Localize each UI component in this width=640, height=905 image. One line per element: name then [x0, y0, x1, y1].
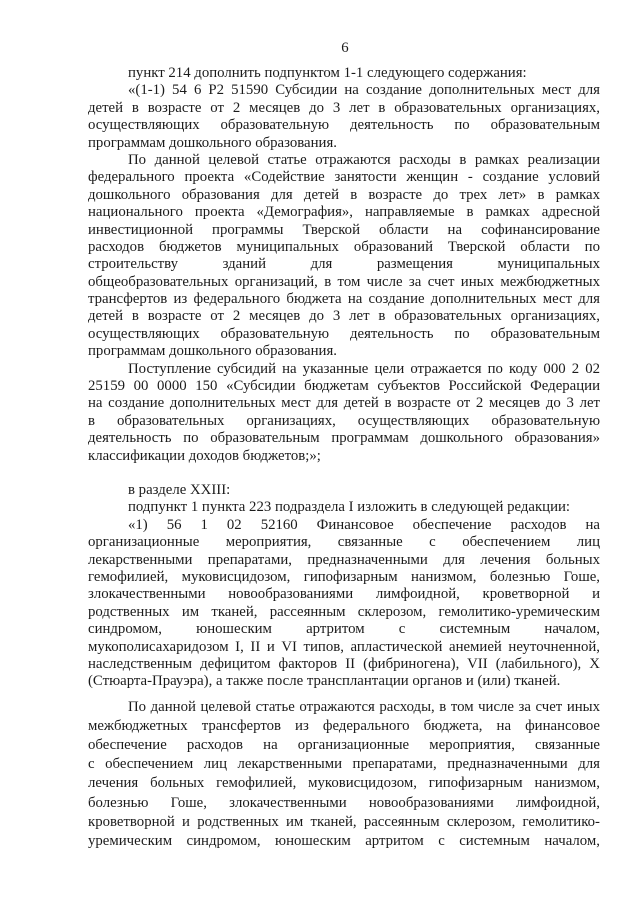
- text-line: болезнью Гоше, злокачественными новообразованиями лимфоидной,: [88, 794, 600, 811]
- text-line: кроветворной и родственных им тканей, рассеянным склерозом, гемолитико-: [88, 813, 600, 830]
- text-line: родственных им тканей, рассеянным склерозом, гемолитико-уремическим: [88, 603, 600, 620]
- text-line: наследственным дефицитом факторов II (фибриногена), VII (лабильного), X: [88, 655, 600, 672]
- text-line: По данной целевой статье отражаются расходы в рамках реализации: [128, 151, 600, 168]
- text-line: «(1-1) 54 6 P2 51590 Субсидии на создание дополнительных мест для: [128, 82, 600, 99]
- paragraph: [88, 65, 600, 82]
- text-line: деятельность по образовательным программам дошкольного образования»: [88, 430, 600, 447]
- section-1: [88, 65, 600, 465]
- paragraph: [88, 361, 600, 465]
- text-line: (Стюарта-Прауэра), а также после трансплантации органов и (или) тканей.: [88, 673, 561, 690]
- text-line: общеобразовательных организаций, в том числе за счет иных межбюджетных: [88, 273, 600, 290]
- text-line: лекарственными препаратами, предназначенными для лечения больных: [88, 551, 600, 568]
- text-line: детей в возрасте от 2 месяцев до 3 лет в образовательных организациях,: [88, 99, 600, 116]
- text-line: гемофилией, муковисцидозом, гипофизарным нанизмом, болезнью Гоше,: [88, 568, 600, 585]
- text-line: осуществляющих образовательную деятельность по образовательным: [88, 325, 600, 342]
- text-line: строительству зданий для размещения муниципальных: [88, 256, 600, 273]
- text-line: программам дошкольного образования.: [88, 134, 337, 151]
- text-line: мукополисахаридозом I, II и VI типов, апластической анемией неуточненной,: [88, 638, 600, 655]
- text-line: злокачественными новообразованиями лимфоидной, кроветворной и: [88, 586, 600, 603]
- text-line: классификации доходов бюджетов;»;: [88, 447, 321, 464]
- text-line: программам дошкольного образования.: [88, 343, 337, 360]
- text-line: обеспечение расходов на организационные мероприятия, связанные: [88, 737, 600, 754]
- text-line: осуществляющих образовательную деятельность по образовательным: [88, 117, 600, 134]
- text-line: 25159 00 0000 150 «Субсидии бюджетам субъектов Российской Федерации: [88, 378, 600, 395]
- text-line: национального проекта «Демография», направляемые в рамках адресной: [88, 204, 600, 221]
- text-line: детей в возрасте от 2 месяцев до 3 лет в образовательных организациях,: [88, 308, 600, 325]
- text-line: дошкольного образования для детей в возрасте до трех лет» в рамках: [88, 186, 600, 203]
- section-3: [88, 698, 600, 852]
- text-line: в образовательных организациях, осуществляющих образовательную: [88, 412, 600, 429]
- paragraph: [88, 499, 600, 516]
- text-line: подпункт 1 пункта 223 подраздела I изложить в следующей редакции:: [128, 499, 571, 516]
- text-line: уремическим синдромом, юношеским артритом с системным началом,: [88, 832, 600, 849]
- text-line: пункт 214 дополнить подпунктом 1-1 следующего содержания:: [128, 65, 527, 81]
- text-line: федерального проекта «Содействие занятости женщин - создание условий: [88, 169, 600, 186]
- paragraph: [88, 152, 600, 361]
- page-number: 6: [341, 40, 349, 56]
- text-line: в разделе XXIII:: [128, 481, 231, 498]
- text-line: расходов бюджетов муниципальных образований Тверской области по: [88, 238, 600, 255]
- text-line: организационные мероприятия, связанные с обеспечением лиц: [88, 534, 600, 551]
- text-line: межбюджетных трансфертов из федерального бюджета, на финансовое: [88, 717, 600, 734]
- document-body: [88, 65, 600, 851]
- text-line: трансфертов из федерального бюджета на создание дополнительных мест для: [88, 291, 600, 308]
- text-line: синдромом, юношеским артритом с системным началом,: [88, 621, 600, 638]
- section-2: [88, 482, 600, 691]
- text-line: Поступление субсидий на указанные цели отражается по коду 000 2 02: [128, 360, 600, 377]
- paragraph: [88, 482, 600, 499]
- text-line: лечения больных гемофилией, муковисцидозом, гипофизарным нанизмом,: [88, 775, 600, 792]
- text-line: на создание дополнительных мест для детей в возрасте от 2 месяцев до 3 лет: [88, 395, 600, 412]
- paragraph: [88, 698, 600, 852]
- paragraph: [88, 82, 600, 152]
- paragraph: [88, 517, 600, 691]
- text-line: «1) 56 1 02 52160 Финансовое обеспечение расходов на: [128, 516, 600, 533]
- text-line: По данной целевой статье отражаются расходы, в том числе за счет иных: [128, 698, 600, 715]
- text-line: с обеспечением лиц лекарственными препаратами, предназначенными для: [88, 756, 600, 773]
- text-line: инвестиционной программы Тверской области на софинансирование: [88, 221, 600, 238]
